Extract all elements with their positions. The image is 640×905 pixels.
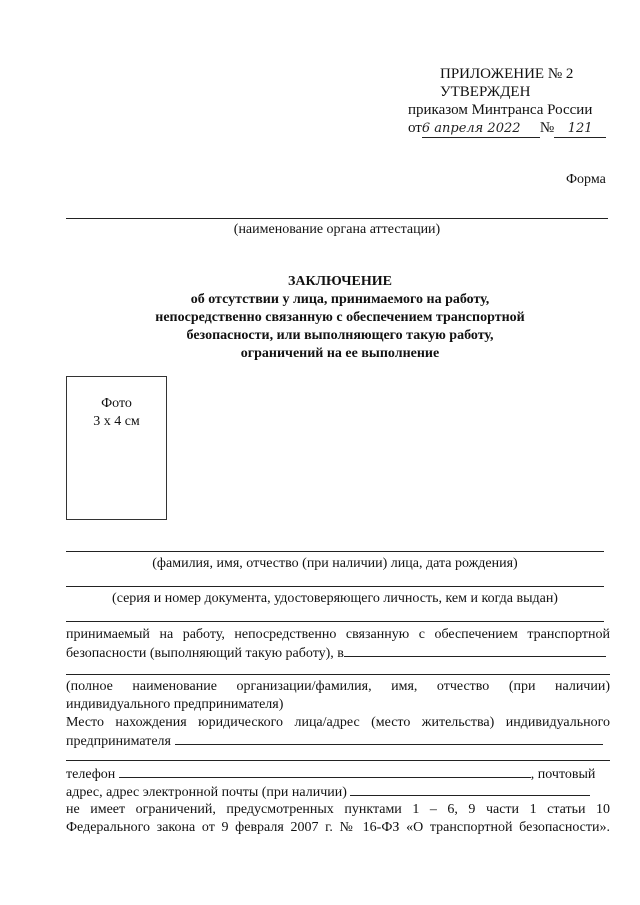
title-line-4: ограничений на ее выполнение [240,346,440,361]
date-prefix: от [408,120,422,136]
final-text-line-1: не имеет ограничений, предусмотренных пунктами 1 – 6, 9 части 1 статьи 10 [66,802,610,817]
title-line-1: об отсутствии у лица, принимаемого на работу, [190,292,490,307]
email-label: адрес, адрес электронной почты (при наличии) [66,785,347,800]
org-name-caption-line-2: индивидуального предпринимателя) [66,697,284,712]
form-label: Форма [566,172,606,187]
employment-text-label: безопасности (выполняющий такую работу), в [66,646,344,661]
photo-label: Фото [101,396,132,411]
title-line-3: безопасности, или выполняющего такую работу, [186,328,494,343]
email-line [66,783,590,802]
id-document-caption: (серия и номер документа, удостоверяющего личность, кем и когда выдан) [112,591,558,606]
org-underline [66,218,608,219]
location-text-line-1: Место нахождения юридического лица/адрес (место жительства) индивидуального [66,715,610,730]
name-caption: (фамилия, имя, отчество (при наличии) лица, дата рождения) [152,556,518,571]
order-label: приказом Минтранса России [408,102,593,118]
employment-text-line-1: принимаемый на работу, непосредственно связанную с обеспечением транспортной [66,627,610,642]
approved-label: УТВЕРЖДЕН [440,84,531,100]
org-caption: (наименование органа аттестации) [233,222,441,237]
final-text-line-2: Федерального закона от 9 февраля 2007 г. № 16-ФЗ «О транспортной безопасности». [66,820,610,835]
title-line-2: непосредственно связанную с обеспечением транспортной [155,310,525,325]
email-field[interactable] [350,783,590,796]
name-underline [66,551,604,552]
handwritten-date: 6 апреля 2022 [422,120,540,138]
phone-suffix: , почтовый [530,767,596,782]
location-field[interactable] [175,732,603,745]
phone-field[interactable] [119,765,531,778]
id-document-underline [66,586,604,587]
location-text-line-2 [66,732,603,751]
photo-box [66,376,167,520]
organization-underline [66,674,610,675]
separator-line [66,621,604,622]
order-date-line [408,120,606,138]
title-heading: ЗАКЛЮЧЕНИЕ [287,274,393,289]
employment-text-line-2 [66,644,606,663]
document-title [60,273,620,363]
location-underline [66,760,610,761]
org-name-caption-line-1: (полное наименование организации/фамилия, имя, отчество (при наличии) [66,679,610,694]
photo-size: 3 х 4 см [93,414,140,429]
location-label: предпринимателя [66,734,171,749]
number-sign: № [539,120,555,136]
handwritten-number: 121 [554,120,606,138]
phone-label: телефон [66,767,116,782]
phone-line [66,765,595,784]
organization-field[interactable] [344,644,606,657]
appendix-label: ПРИЛОЖЕНИЕ № 2 [440,66,574,82]
